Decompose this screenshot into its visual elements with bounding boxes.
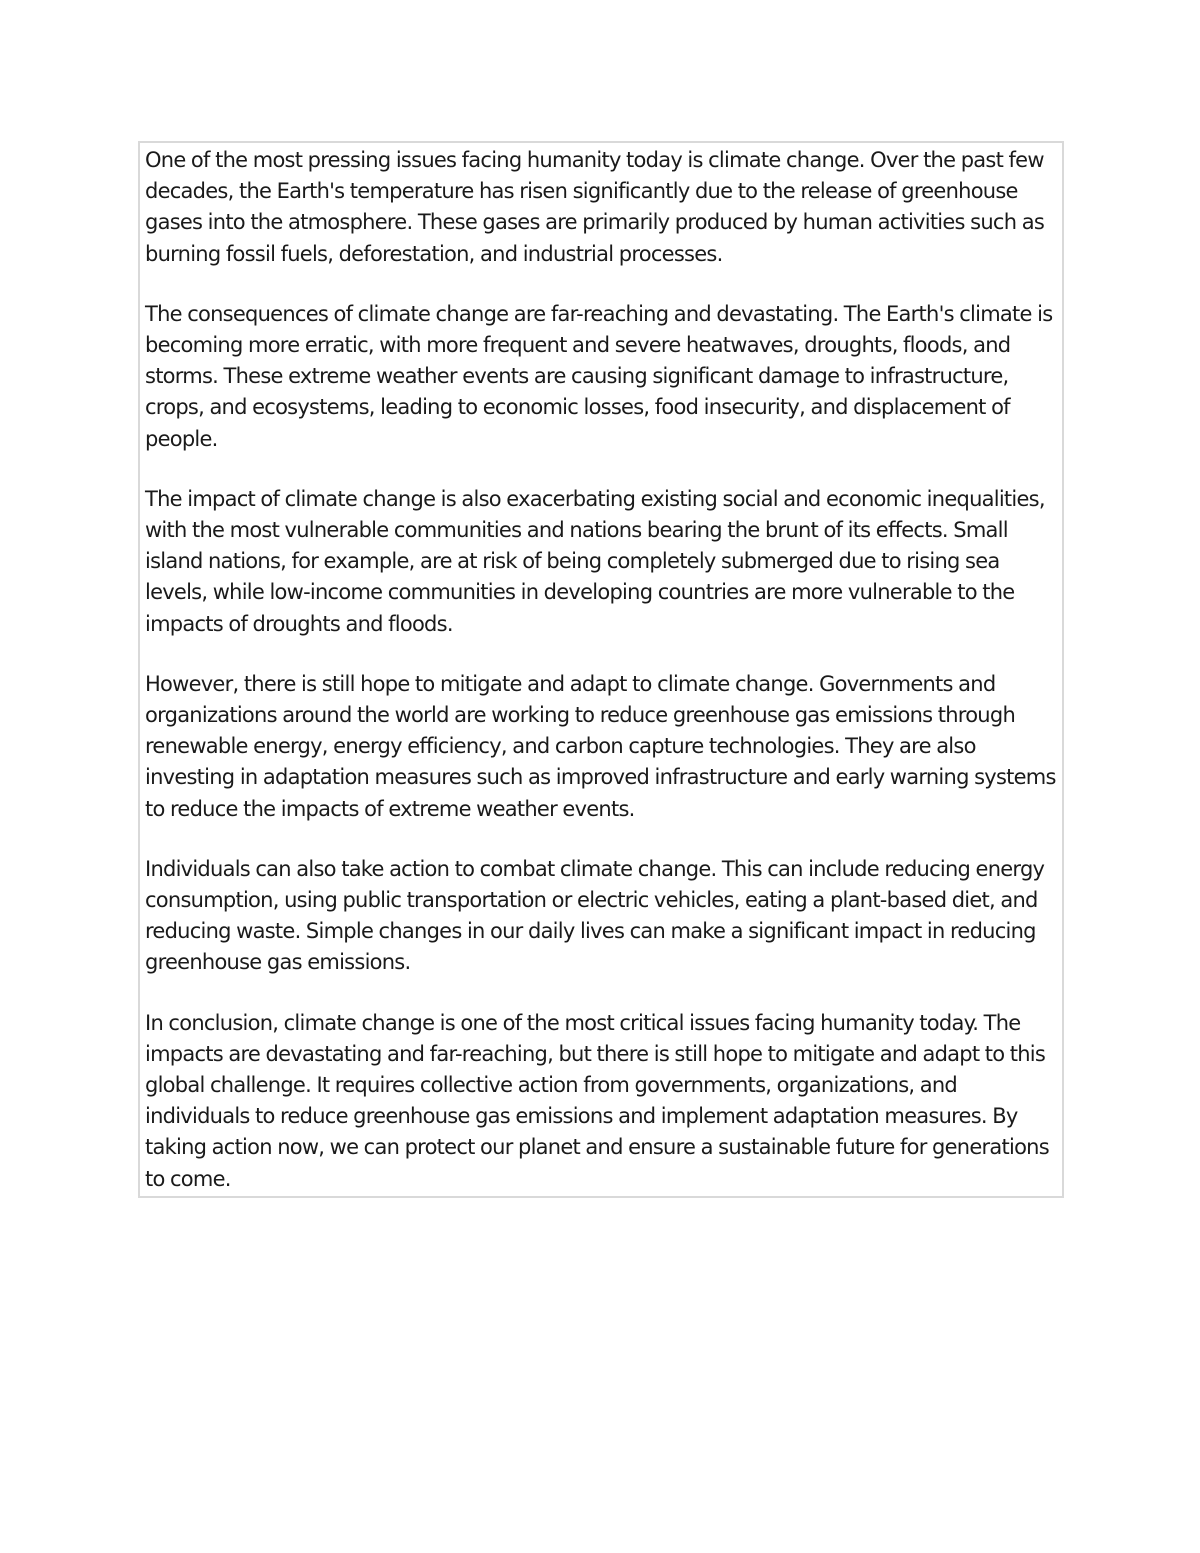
paragraph-3: The impact of climate change is also exacerbating existing social and economic inequalities, with the most vulnerable communities and nations bearing the brunt of its effects. Small island nations, for example, are at risk of being completely submerged due to rising sea levels, while low-income communities in developing countries are more vulnerable to the impacts of droughts and floods. xyxy=(145,486,1045,636)
paragraph-1: One of the most pressing issues facing humanity today is climate change. Over the past few decades, the Earth's temperature has risen significantly due to the release of greenhouse gases into the atmosphere. These gases are primarily produced by human activities such as burning fossil fuels, deforestation, and industrial processes. xyxy=(145,148,1045,266)
paragraph-5: Individuals can also take action to combat climate change. This can include reducing energy consumption, using public transportation or electric vehicles, eating a plant-based diet, and reducing waste. Simple changes in our daily lives can make a significant impact in reducing greenhouse gas emissions. xyxy=(145,856,1045,975)
paragraph-4: However, there is still hope to mitigate and adapt to climate change. Governments and organizations around the world are working to reduce greenhouse gas emissions through renewable energy, energy efficiency, and carbon capture technologies. They are also investing in adaptation measures such as improved infrastructure and early warning systems to reduce the impacts of extreme weather events. xyxy=(145,671,1056,821)
text-frame xyxy=(138,141,1064,1198)
paragraph-6: In conclusion, climate change is one of the most critical issues facing humanity today. The impacts are devastating and far-reaching, but there is still hope to mitigate and adapt to this global challenge. It requires collective action from governments, organizations, and individuals to reduce greenhouse gas emissions and implement adaptation measures. By taking action now, we can protect our planet and ensure a sustainable future for generations to come. xyxy=(145,1010,1049,1191)
paragraph-2: The consequences of climate change are far-reaching and devastating. The Earth's climate is becoming more erratic, with more frequent and severe heatwaves, droughts, floods, and storms. These extreme weather events are causing significant damage to infrastructure, crops, and ecosystems, leading to economic losses, food insecurity, and displacement of people. xyxy=(145,301,1053,451)
